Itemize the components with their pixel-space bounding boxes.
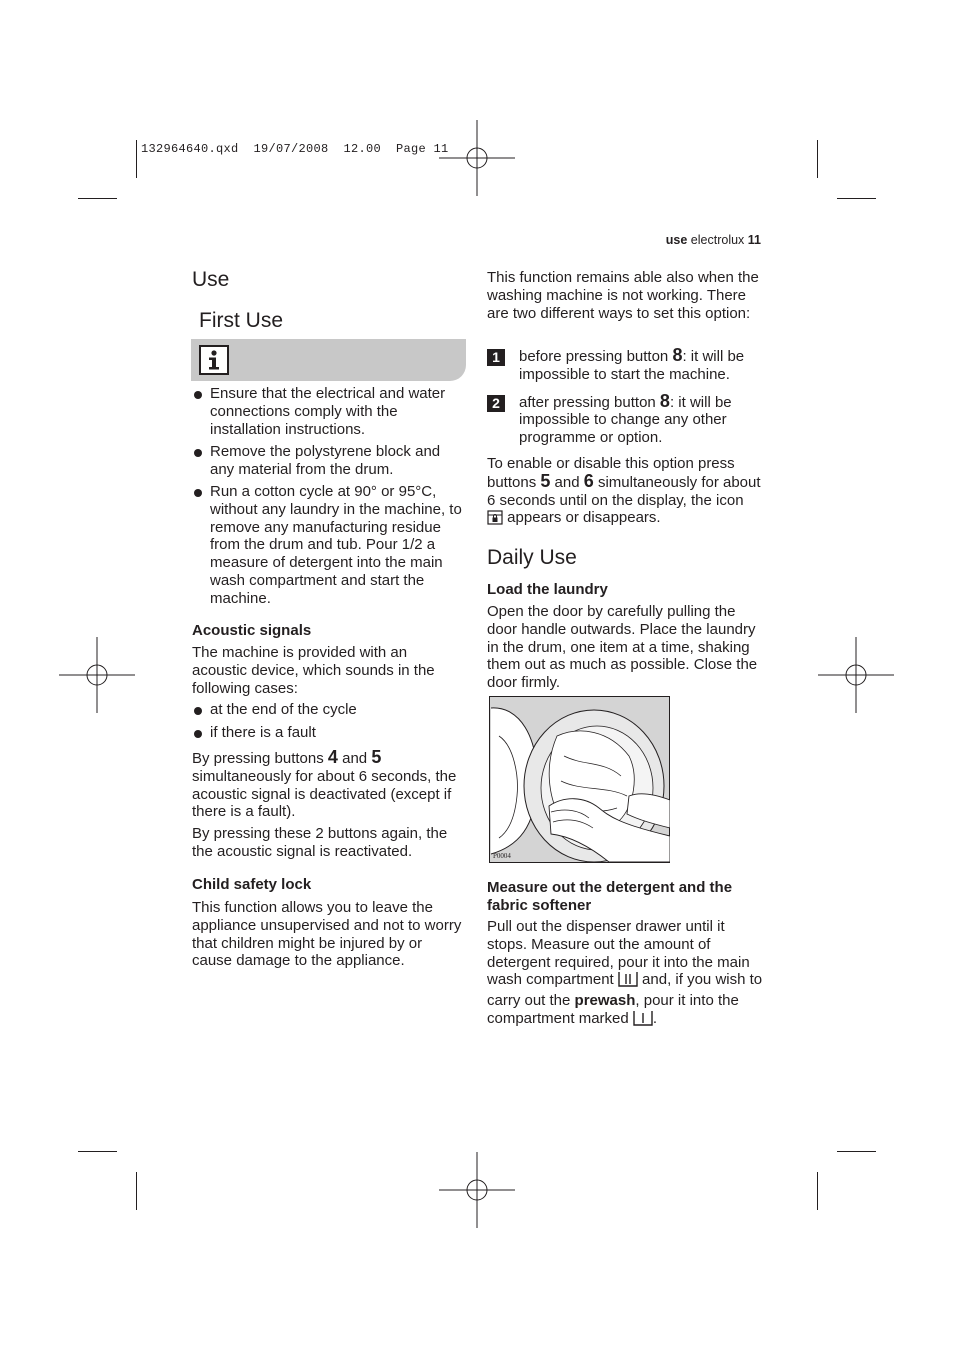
section-title-daily-use: Daily Use: [487, 546, 577, 569]
text-run: To enable or disable this option press buttons: [487, 455, 735, 491]
bullet-text: if there is a fault: [210, 723, 316, 741]
prewash-label: prewash: [574, 992, 636, 1010]
header-section: use: [665, 233, 688, 247]
button-number: 4: [327, 747, 338, 767]
bullet-icon: [194, 730, 202, 738]
text-run: simultaneously for about 6 seconds, the acoustic signal is deactivated (except if there is a fault).: [192, 767, 457, 821]
loading-laundry-illustration: [489, 696, 670, 863]
list-item: [192, 385, 467, 438]
list-item: [487, 390, 762, 447]
acoustic-deactivate-paragraph: [192, 749, 462, 821]
button-number: 6: [583, 470, 594, 491]
print-slug: 132964640.qxd 19/07/2008 12.00 Page 11: [141, 142, 449, 156]
section-title-first-use: First Use: [199, 309, 283, 332]
load-laundry-text: Open the door by carefully pulling the door handle outwards. Place the laundry in the drum, one item at a time, shaking them out as much as possible. Close the door firmly.: [487, 603, 758, 692]
text-run: .: [652, 1009, 658, 1027]
text-run: and: [337, 750, 372, 767]
text-run: after pressing button: [519, 393, 660, 411]
list-item: [192, 701, 462, 719]
button-number: 5: [371, 747, 382, 767]
child-safety-lock-text: This function allows you to leave the appliance unsupervised and not to worry that children might be injured by or cause damage to the appliance.: [192, 899, 462, 970]
bullet-text: Ensure that the electrical and water connections comply with the installation instructions.: [210, 385, 446, 438]
bullet-text: Run a cotton cycle at 90° or 95°C, without any laundry in the machine, to remove any manufacturing residue from the drum and tub. Pour 1/2 a measure of detergent into the main wash compartment and start the machine.: [210, 482, 462, 607]
child-lock-steps: [487, 347, 762, 447]
text-run: : it will be impossible to change any other programme or option.: [519, 393, 732, 447]
prewash-compartment-icon: [633, 1010, 653, 1031]
bullet-icon: [194, 707, 202, 715]
registration-mark-left: [59, 637, 135, 713]
registration-mark-bottom: [439, 1152, 515, 1228]
main-wash-compartment-icon: [618, 971, 638, 992]
text-run: appears or disappears.: [503, 509, 661, 527]
list-item: [192, 443, 467, 479]
button-number: 8: [659, 390, 670, 411]
illustration-code: P0004: [493, 852, 511, 860]
text-run: before pressing button: [519, 348, 673, 365]
step-number: 2: [487, 395, 505, 412]
acoustic-signals-heading: Acoustic signals: [192, 622, 312, 639]
measure-detergent-text: [487, 918, 763, 1031]
info-icon: [199, 345, 229, 375]
first-use-bullets: [192, 385, 467, 608]
child-lock-intro: This function remains able also when the washing machine is not working. There are two different ways to set this option:: [487, 269, 759, 322]
bullet-icon: [194, 449, 202, 457]
header-brand: electrolux: [690, 233, 745, 247]
acoustic-cases: [192, 701, 462, 742]
bullet-text: Remove the polystyrene block and any material from the drum.: [210, 443, 441, 479]
text-run: By pressing buttons: [192, 750, 328, 767]
registration-mark-top: [439, 120, 515, 196]
bullet-text: at the end of the cycle: [210, 701, 357, 718]
text-run: and, if you wish to carry out the: [487, 971, 763, 1010]
button-number: 8: [672, 345, 683, 365]
text-run: Pull out the dispenser drawer until it stops. Measure out the amount of detergent required, pour it into the main wash compartment: [487, 918, 750, 989]
list-item: [192, 483, 467, 608]
list-item: [192, 724, 462, 742]
child-lock-icon: [487, 509, 503, 530]
page-number: 11: [747, 233, 761, 247]
bullet-icon: [194, 489, 202, 497]
load-laundry-heading: Load the laundry: [487, 581, 608, 598]
info-bar: [191, 339, 466, 381]
bullet-icon: [194, 391, 202, 399]
enable-option-paragraph: [487, 455, 762, 530]
step-number: 1: [487, 349, 505, 366]
text-run: and: [550, 473, 584, 491]
measure-detergent-heading: Measure out the detergent and the fabric softener: [487, 879, 733, 914]
button-number: 5: [540, 470, 551, 491]
text-run: : it will be impossible to start the machine.: [519, 348, 745, 383]
registration-mark-right: [818, 637, 894, 713]
acoustic-signals-intro: The machine is provided with an acoustic device, which sounds in the following cases:: [192, 644, 435, 697]
section-title-use: Use: [192, 268, 230, 291]
text-run: , pour it into the compartment marked: [487, 992, 739, 1027]
acoustic-reactivate-paragraph: By pressing these 2 buttons again, the the acoustic signal is reactivated.: [192, 825, 448, 860]
running-header: [666, 233, 761, 247]
child-safety-lock-heading: Child safety lock: [192, 876, 312, 893]
text-run: simultaneously for about 6 seconds until on the display, the icon: [487, 473, 761, 509]
list-item: [487, 347, 762, 384]
